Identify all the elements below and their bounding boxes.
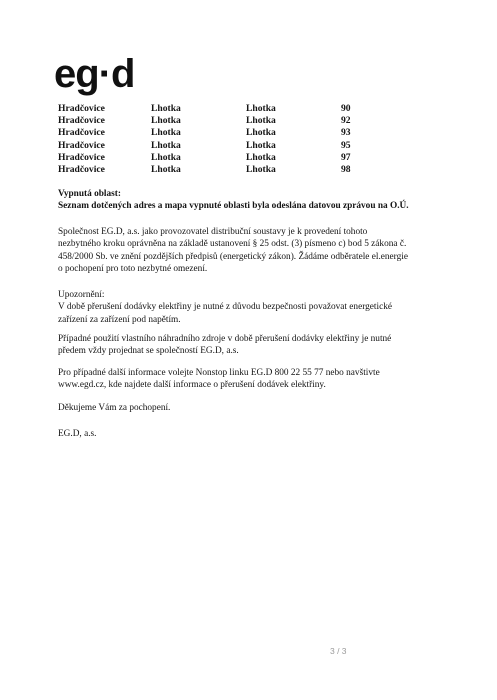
district-cell: Lhotka xyxy=(151,115,181,127)
logo-text: eg·d xyxy=(54,52,135,96)
legal-line: 458/2000 Sb. ve znění pozdějších předpisů (energetický zákon). Žádáme odběratele el.energie xyxy=(58,251,408,262)
warning-line: zařízení za zařízení pod napětím. xyxy=(58,314,181,325)
contact-line: Pro případné další informace volejte Nonstop linku EG.D 800 22 55 77 nebo navštivte xyxy=(58,368,380,378)
legal-line: nezbytného kroku oprávněna na základě ustanovení § 25 odst. (3) písmeno c) bod 5 zákona č. xyxy=(58,239,407,250)
warning-line: V době přerušení dodávky elektřiny je nutné z důvodu bezpečnosti považovat energetické xyxy=(58,302,392,313)
house-number-cell: 97 xyxy=(341,151,351,163)
street-cell: Lhotka xyxy=(246,103,276,114)
municipality-cell: Hradčovice xyxy=(58,151,105,163)
district-cell: Lhotka xyxy=(151,151,181,163)
street-cell: Lhotka xyxy=(246,163,276,175)
district-cell: Lhotka xyxy=(151,139,181,151)
signature-line: EG.D, a.s. xyxy=(58,429,97,439)
house-number-cell: 95 xyxy=(341,139,351,151)
generator-line: Případné použití vlastního náhradního zdroje v době přerušení dodávky elektřiny je nutné xyxy=(58,334,392,344)
legal-line: Společnost EG.D, a.s. jako provozovatel distribuční soustavy je k provedení tohoto xyxy=(58,227,368,237)
outage-heading: Vypnutá oblast: xyxy=(58,189,121,199)
municipality-cell: Hradčovice xyxy=(58,163,105,175)
municipality-cell: Hradčovice xyxy=(58,103,105,114)
municipality-cell: Hradčovice xyxy=(58,127,105,139)
generator-paragraph xyxy=(58,333,458,358)
outage-section xyxy=(58,188,458,213)
municipality-cell: Hradčovice xyxy=(58,115,105,127)
house-number-cell: 98 xyxy=(341,163,351,175)
contact-line: www.egd.cz, kde najdete další informace o přerušení dodávek elektřiny. xyxy=(58,380,326,391)
street-cell: Lhotka xyxy=(246,127,276,139)
warning-paragraph xyxy=(58,289,458,326)
thanks-line: Děkujeme Vám za pochopení. xyxy=(58,403,171,413)
municipality-cell: Hradčovice xyxy=(58,139,105,151)
street-cell: Lhotka xyxy=(246,139,276,151)
house-number-cell: 90 xyxy=(341,103,351,114)
legal-line: o pochopení pro toto nezbytné omezení. xyxy=(58,264,208,275)
district-cell: Lhotka xyxy=(151,163,181,175)
thanks-text xyxy=(58,402,458,414)
outage-note: Seznam dotčených adres a mapa vypnuté oblasti byla odeslána datovou zprávou na O.Ú. xyxy=(58,201,409,212)
house-number-cell: 92 xyxy=(341,115,351,127)
warning-heading: Upozornění: xyxy=(58,290,105,300)
district-cell: Lhotka xyxy=(151,127,181,139)
generator-line: předem vždy projednat se společností EG.D, a.s. xyxy=(58,346,239,357)
signature-text xyxy=(58,428,458,440)
page-number: 3 / 3 xyxy=(330,646,347,656)
house-number-cell: 93 xyxy=(341,127,351,139)
egd-logo xyxy=(54,54,134,94)
contact-paragraph xyxy=(58,367,458,392)
street-cell: Lhotka xyxy=(246,151,276,163)
legal-paragraph xyxy=(58,226,458,276)
district-cell: Lhotka xyxy=(151,103,181,114)
street-cell: Lhotka xyxy=(246,115,276,127)
